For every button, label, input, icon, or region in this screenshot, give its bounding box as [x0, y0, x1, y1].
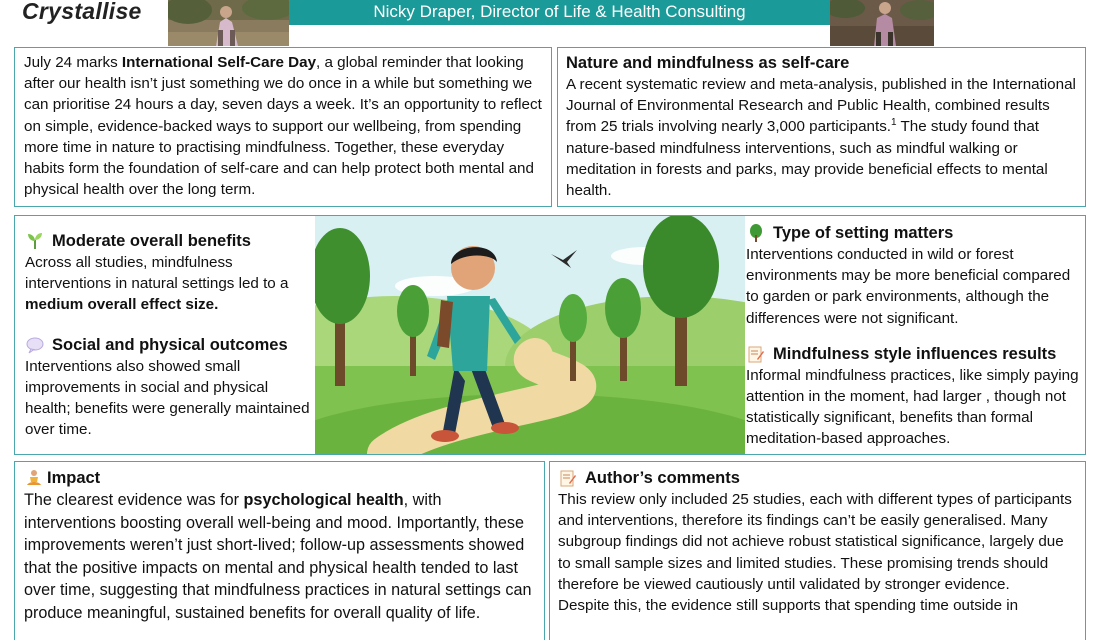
speech-bubble-icon	[25, 335, 45, 355]
header-photo-right	[830, 0, 934, 46]
nature-walk-illustration	[315, 216, 745, 454]
social-heading: Social and physical outcomes	[25, 334, 315, 356]
intro-text: July 24 marks International Self-Care Day, a global reminder that looking after our health isn’t just something we do once in a while but something we can prioritise 24 hours a day, seven days a week. It’s an opportunity to reflect on simple, evidence-backed ways to support our wellbeing, from spending more time in nature to practising mindfulness. Together, these everyday habits form the foundation of self-care and can help protect both mental and physical health over the long term.	[24, 54, 542, 199]
author-comments-section	[549, 461, 1086, 640]
impact-section	[14, 461, 545, 640]
findings-left-column	[25, 230, 315, 440]
benefits-heading: Moderate overall benefits	[25, 230, 315, 252]
style-heading: Mindfulness style influences results	[746, 343, 1082, 365]
nature-mindfulness-heading: Nature and mindfulness as self-care	[566, 54, 850, 72]
nature-mindfulness-text: A recent systematic review and meta-analysis, published in the International Journal of Environmental Research and Public Health, combined results from 25 trials involving nearly 3,000 participants.$^1$ The study found that nature-based mindfulness interventions, such as mindful walking or meditation in forests and parks, may provide beneficial effects to mental health.	[566, 76, 1076, 200]
findings-section	[14, 215, 1086, 455]
memo-icon	[746, 344, 766, 364]
tree-icon	[746, 223, 766, 243]
meditation-icon	[24, 468, 44, 488]
setting-heading: Type of setting matters	[746, 222, 1082, 244]
self-care-day-highlight: International Self-Care Day	[121, 54, 317, 71]
findings-right-column	[746, 222, 1082, 450]
author-comments-text-continued: Despite this, the evidence still supports that spending time outside in	[558, 597, 1019, 615]
impact-text: The clearest evidence was for psychological health, with interventions boosting overall well-being and mood. Importantly, these improvements weren’t just short-lived; follow-up assessments showed that the positive impacts on mental and physical health tended to last over time, suggesting that mindfulness practices in natural settings can produce meaningful, sustained benefits for overall quality of life.	[24, 491, 532, 622]
brand-logo: Crystallise	[22, 0, 142, 24]
nature-mindfulness-section	[557, 47, 1086, 207]
author-banner: Nicky Draper, Director of Life & Health Consulting	[289, 0, 830, 25]
style-text: Informal mindfulness practices, like simply paying attention in the moment, had larger , though not statistically significant, benefits than formal meditation-based approaches.	[746, 366, 1079, 448]
impact-heading: Impact	[24, 467, 535, 489]
footnote-marker: 1	[891, 117, 897, 129]
effect-size-highlight: medium overall effect size.	[25, 296, 219, 314]
header-photo-left	[168, 0, 289, 46]
benefits-text: Across all studies, mindfulness interventions in natural settings led to a medium overall effect size.	[25, 254, 289, 314]
memo-icon	[558, 468, 578, 488]
setting-text: Interventions conducted in wild or forest environments may be more beneficial compared to garden or park environments, although the differences were not significant.	[746, 246, 1071, 327]
author-comments-heading: Author’s comments	[558, 467, 1077, 489]
seedling-icon	[25, 231, 45, 251]
intro-section	[14, 47, 552, 207]
author-comments-text: This review only included 25 studies, each with different types of participants and interventions, therefore its findings can’t be easily generalised. Many subgroup findings did not achieve robust statistical significance, largely due to small sample sizes and limited studies. These promising trends should therefore be viewed cautiously until validated by stronger evidence.	[558, 491, 1072, 593]
psychological-health-highlight: psychological health	[243, 491, 404, 509]
social-text: Interventions also showed small improvements in social and physical health; benefits were generally maintained over time.	[25, 357, 310, 439]
